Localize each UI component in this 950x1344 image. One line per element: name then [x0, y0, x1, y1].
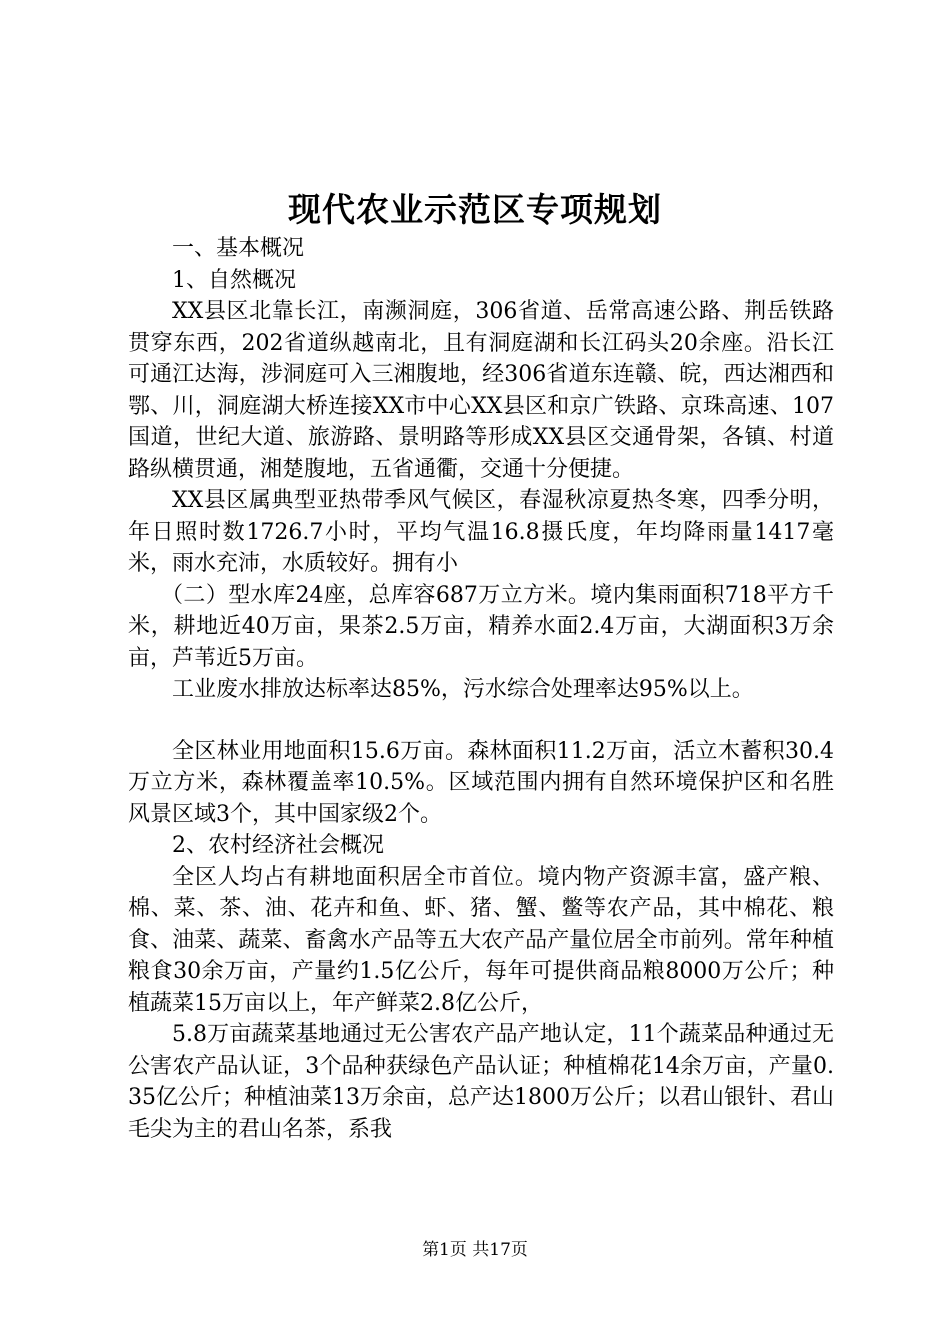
page-footer: 第1页 共17页	[422, 1240, 528, 1260]
paragraph-forestry: 全区林业用地面积15.6万亩。森林面积11.2万亩，活立木蓄积30.4万立方米，森林覆盖率10.5%。区域范围内拥有自然环境保护区和名胜风景区域3个，其中国家级2个。	[128, 738, 834, 827]
paragraph-location-transport: XX县区北靠长江，南濒洞庭，306省道、岳常高速公路、荆岳铁路贯穿东西，202省道纵越南北，且有洞庭湖和长江码头20余座。沿长江可通江达海，涉洞庭可入三湘腹地，经306省道东连赣、皖，西达湘西和鄂、川，洞庭湖大桥连接XX市中心XX县区和京广铁路、京珠高速、107国道，世纪大道、旅游路、景明路等形成XX县区交通骨架，各镇、村道路纵横贯通，湘楚腹地，五省通衢，交通十分便捷。	[128, 299, 834, 482]
paragraph-reservoirs-land: （二）型水库24座，总库容687万立方米。境内集雨面积718平方千米，耕地近40万亩，果茶2.5万亩，精养水面2.4万亩，大湖面积3万余亩，芦苇近5万亩。	[128, 582, 834, 671]
subsection-heading-rural-economy: 2、农村经济社会概况	[172, 833, 384, 858]
paragraph-vegetable-bases: 5.8万亩蔬菜基地通过无公害农产品产地认定，11个蔬菜品种通过无公害农产品认证，3个品种获绿色产品认证；种植棉花14余万亩，产量0.35亿公斤；种植油菜13万余亩，总产达1800万公斤；以君山银针、君山毛尖为主的君山名茶，系我	[128, 1022, 834, 1142]
document-body	[128, 233, 834, 1145]
paragraph-agricultural-products: 全区人均占有耕地面积居全市首位。境内物产资源丰富，盛产粮、棉、菜、茶、油、花卉和鱼、虾、猪、蟹、鳖等农产品，其中棉花、粮食、油菜、蔬菜、畜禽水产品等五大农产品产量位居全市前列。常年种植粮食30余万亩，产量约1.5亿公斤，每年可提供商品粮8000万公斤；种植蔬菜15万亩以上，年产鲜菜2.8亿公斤，	[128, 864, 834, 1016]
section-heading-basic-overview: 一、基本概况	[172, 236, 305, 261]
document-title: 现代农业示范区专项规划	[288, 190, 662, 229]
paragraph-climate: XX县区属典型亚热带季风气候区，春湿秋凉夏热冬寒，四季分明，年日照时数1726.7小时，平均气温16.8摄氏度，年均降雨量1417毫米，雨水充沛，水质较好。拥有小	[128, 488, 834, 576]
paragraph-wastewater: 工业废水排放达标率达85%，污水综合处理率达95%以上。	[172, 677, 754, 702]
subsection-heading-natural-overview: 1、自然概况	[172, 267, 296, 293]
